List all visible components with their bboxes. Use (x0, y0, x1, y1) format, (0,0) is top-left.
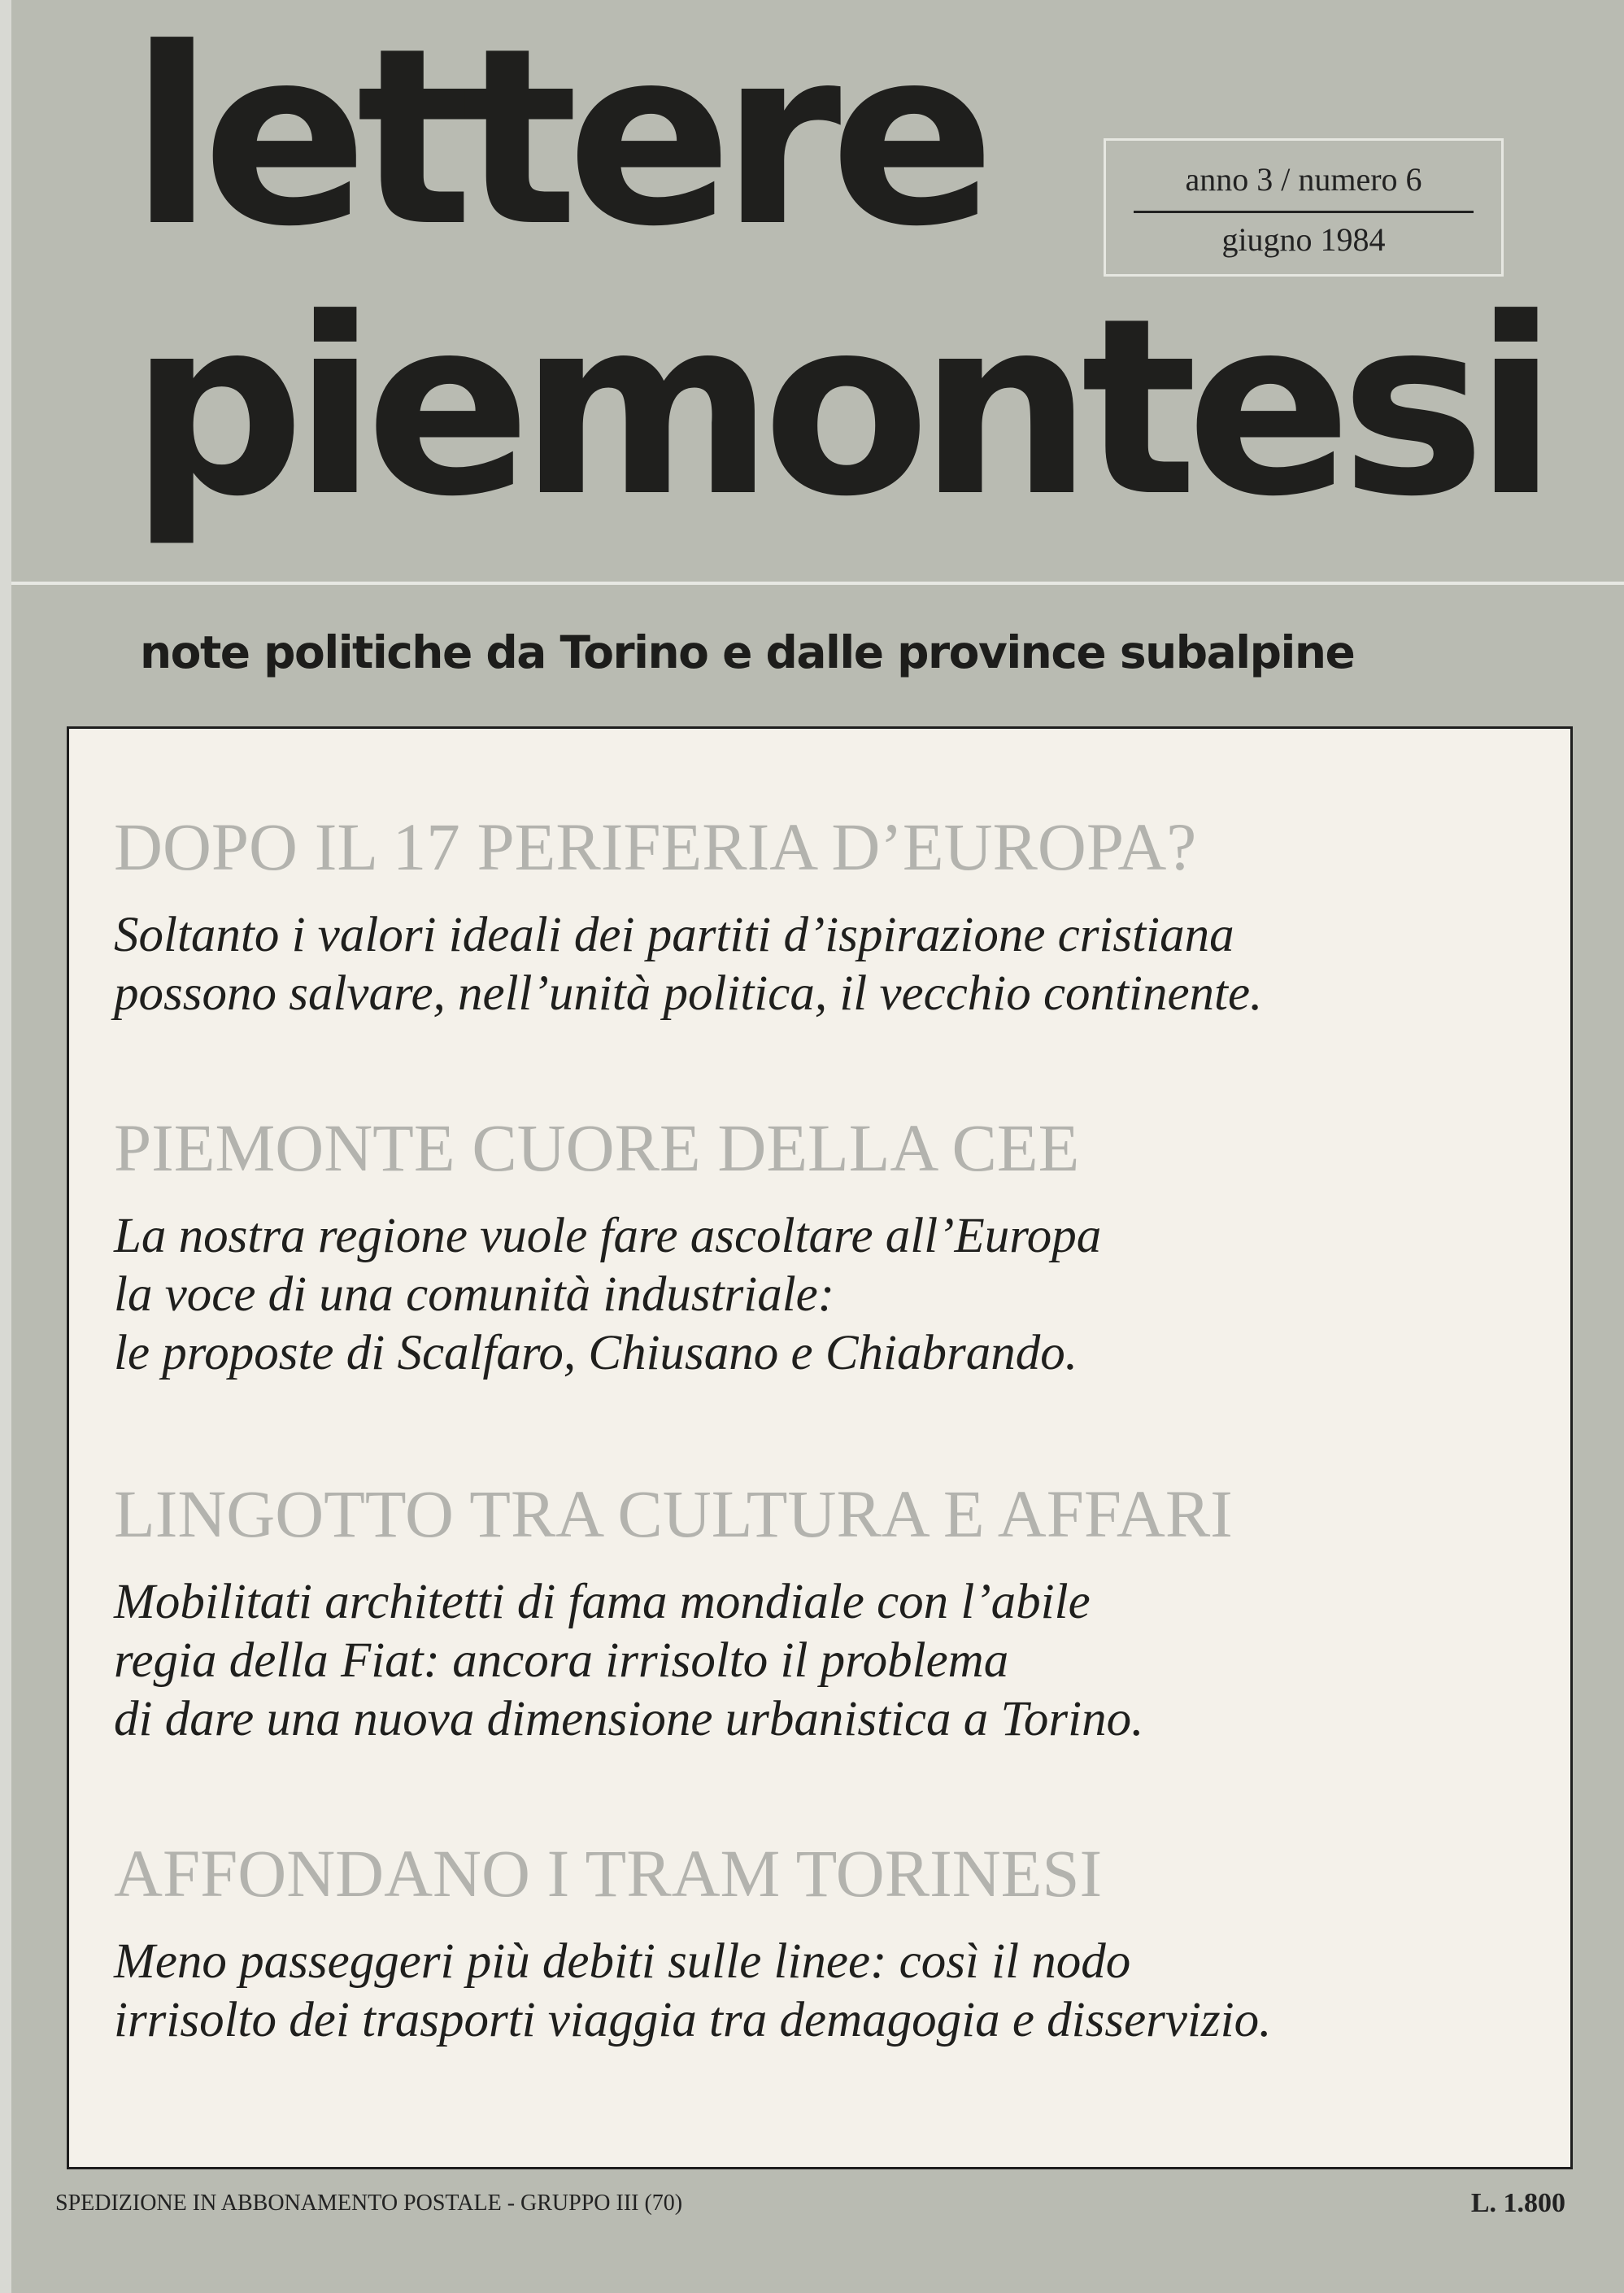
postal-notice: SPEDIZIONE IN ABBONAMENTO POSTALE - GRUPPO III (70) (55, 2191, 683, 2216)
article-description-line: di dare una nuova dimensione urbanistica a Torino. (114, 1692, 1144, 1746)
spine-edge (0, 0, 11, 2293)
article-description-line: le proposte di Scalfaro, Chiusano e Chiabrando. (114, 1326, 1078, 1380)
article-description-line: la voce di una comunità industriale: (114, 1267, 835, 1322)
article-description-line: La nostra regione vuole fare ascoltare all’Europa (114, 1209, 1102, 1263)
article-description-line: Meno passeggeri più debiti sulle linee: così il nodo (114, 1934, 1131, 1989)
article-description-line: irrisolto dei trasporti viaggia tra demagogia e disservizio. (114, 1993, 1272, 2047)
article-description-line: regia della Fiat: ancora irrisolto il problema (114, 1633, 1009, 1688)
article-description-line: possono salvare, nell’unità politica, il vecchio continente. (114, 966, 1263, 1021)
cover-price: L. 1.800 (1470, 2188, 1565, 2218)
article-description (114, 1573, 1561, 1749)
issue-box (1104, 138, 1504, 277)
issue-divider (1134, 211, 1474, 213)
contents-panel (67, 726, 1573, 2169)
article-lingotto (114, 1477, 1561, 1749)
issue-volume: anno 3 / numero 6 (1185, 161, 1422, 198)
issue-date: giugno 1984 (1221, 221, 1386, 258)
article-periferia-europa (114, 810, 1561, 1023)
article-tram-torinesi (114, 1837, 1561, 2050)
article-title: DOPO IL 17 PERIFERIA D’EUROPA? (114, 809, 1197, 884)
article-description-line: Mobilitati architetti di fama mondiale con l’abile (114, 1575, 1091, 1629)
article-description (114, 1207, 1561, 1383)
header-divider (11, 582, 1624, 585)
article-description-line: Soltanto i valori ideali dei partiti d’ispirazione cristiana (114, 908, 1234, 962)
article-piemonte-cee (114, 1111, 1561, 1383)
cover-subtitle: note politiche da Torino e dalle province subalpine (140, 626, 1355, 678)
masthead-line-2: piemontesi (130, 266, 1547, 550)
article-title: PIEMONTE CUORE DELLA CEE (114, 1110, 1080, 1185)
masthead-line-1: lettere (130, 0, 984, 280)
article-title: AFFONDANO I TRAM TORINESI (114, 1836, 1103, 1911)
article-description (114, 1933, 1561, 2050)
article-description (114, 906, 1561, 1023)
article-title: LINGOTTO TRA CULTURA E AFFARI (114, 1476, 1233, 1551)
